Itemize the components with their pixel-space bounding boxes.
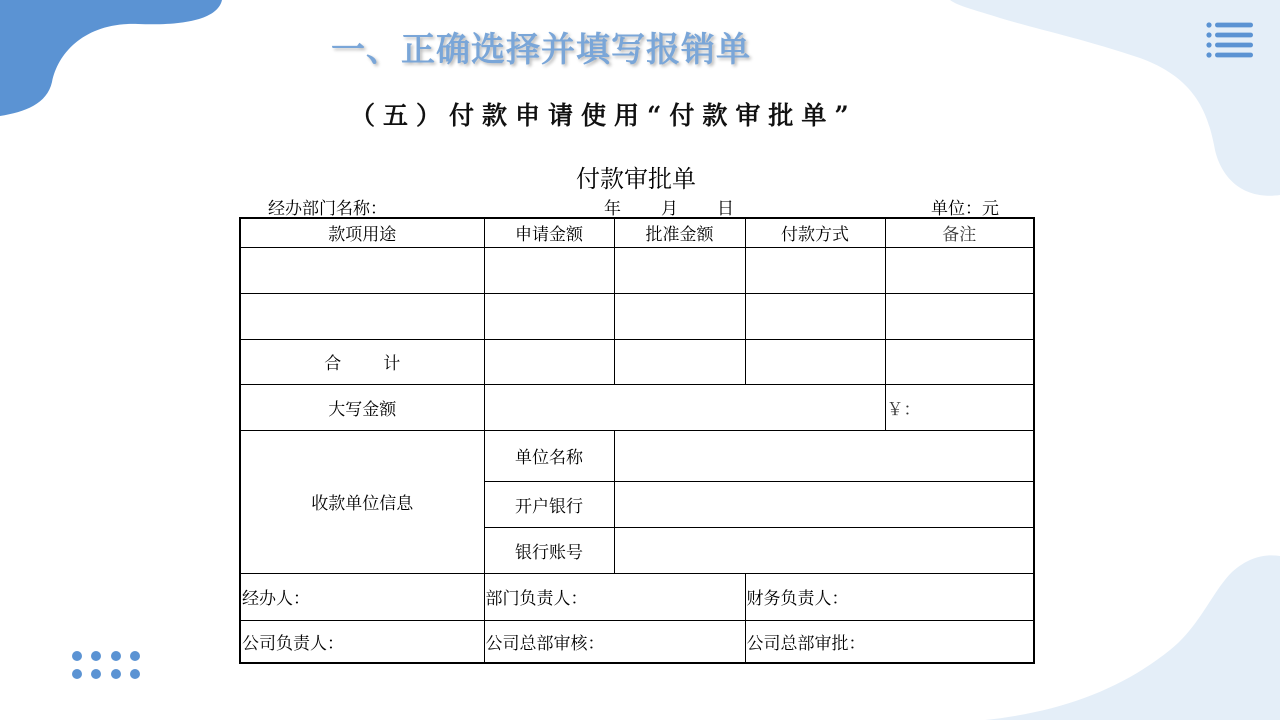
total-requested-cell[interactable]	[484, 339, 614, 384]
yen-amount-cell[interactable]: ￥：	[885, 384, 1034, 430]
top-left-blob	[0, 0, 222, 116]
purpose-cell-1[interactable]	[240, 247, 484, 293]
requested-amount-cell-1[interactable]	[484, 247, 614, 293]
header-remarks: 备注	[885, 218, 1034, 247]
handler-signature[interactable]: 经办人：	[240, 573, 484, 620]
menu-lines-icon[interactable]	[1205, 20, 1257, 60]
signature-row-1	[240, 573, 1034, 620]
company-head-signature[interactable]: 公司负责人：	[240, 620, 484, 663]
payee-name-cell[interactable]	[614, 430, 1034, 481]
dept-name-label: 经办部门名称：	[268, 199, 387, 219]
slide-title: 一、正确选择并填写报销单	[331, 30, 751, 70]
remarks-cell-1[interactable]	[885, 247, 1034, 293]
uppercase-amount-row	[240, 384, 1034, 430]
dots-grid-icon	[70, 649, 144, 681]
payee-bank-cell[interactable]	[614, 481, 1034, 527]
header-approved-amount: 批准金额	[614, 218, 745, 247]
payee-name-row	[240, 430, 1034, 481]
form-title: 付款审批单	[576, 165, 696, 193]
table-row	[240, 293, 1034, 339]
total-label-part2: 计	[383, 354, 401, 374]
unit-label: 单位：元	[931, 199, 999, 219]
header-row	[240, 218, 1034, 247]
total-label	[240, 339, 484, 384]
payee-info-label: 收款单位信息	[240, 430, 484, 573]
date-month-label: 月	[661, 199, 678, 219]
approved-amount-cell-1[interactable]	[614, 247, 745, 293]
payee-account-cell[interactable]	[614, 527, 1034, 573]
purpose-cell-2[interactable]	[240, 293, 484, 339]
total-approved-cell[interactable]	[614, 339, 745, 384]
remarks-cell-2[interactable]	[885, 293, 1034, 339]
date-year-label: 年	[604, 199, 621, 219]
hq-approve-signature[interactable]: 公司总部审批：	[745, 620, 1034, 663]
payment-method-cell-1[interactable]	[745, 247, 885, 293]
payee-account-label: 银行账号	[484, 527, 614, 573]
header-purpose: 款项用途	[240, 218, 484, 247]
payee-name-label: 单位名称	[484, 430, 614, 481]
table-row	[240, 247, 1034, 293]
date-day-label: 日	[717, 199, 734, 219]
finance-head-signature[interactable]: 财务负责人：	[745, 573, 1034, 620]
total-remarks-cell[interactable]	[885, 339, 1034, 384]
header-requested-amount: 申请金额	[484, 218, 614, 247]
payment-approval-form	[239, 217, 1035, 664]
hq-review-signature[interactable]: 公司总部审核：	[484, 620, 745, 663]
total-label-part1: 合	[324, 354, 342, 374]
uppercase-amount-label: 大写金额	[240, 384, 484, 430]
requested-amount-cell-2[interactable]	[484, 293, 614, 339]
payment-method-cell-2[interactable]	[745, 293, 885, 339]
slide-subtitle: （五）付款申请使用“付款审批单”	[350, 101, 857, 130]
approved-amount-cell-2[interactable]	[614, 293, 745, 339]
payee-bank-label: 开户银行	[484, 481, 614, 527]
total-row	[240, 339, 1034, 384]
dept-head-signature[interactable]: 部门负责人：	[484, 573, 745, 620]
uppercase-amount-cell[interactable]	[484, 384, 885, 430]
total-payment-method-cell[interactable]	[745, 339, 885, 384]
signature-row-2	[240, 620, 1034, 663]
header-payment-method: 付款方式	[745, 218, 885, 247]
